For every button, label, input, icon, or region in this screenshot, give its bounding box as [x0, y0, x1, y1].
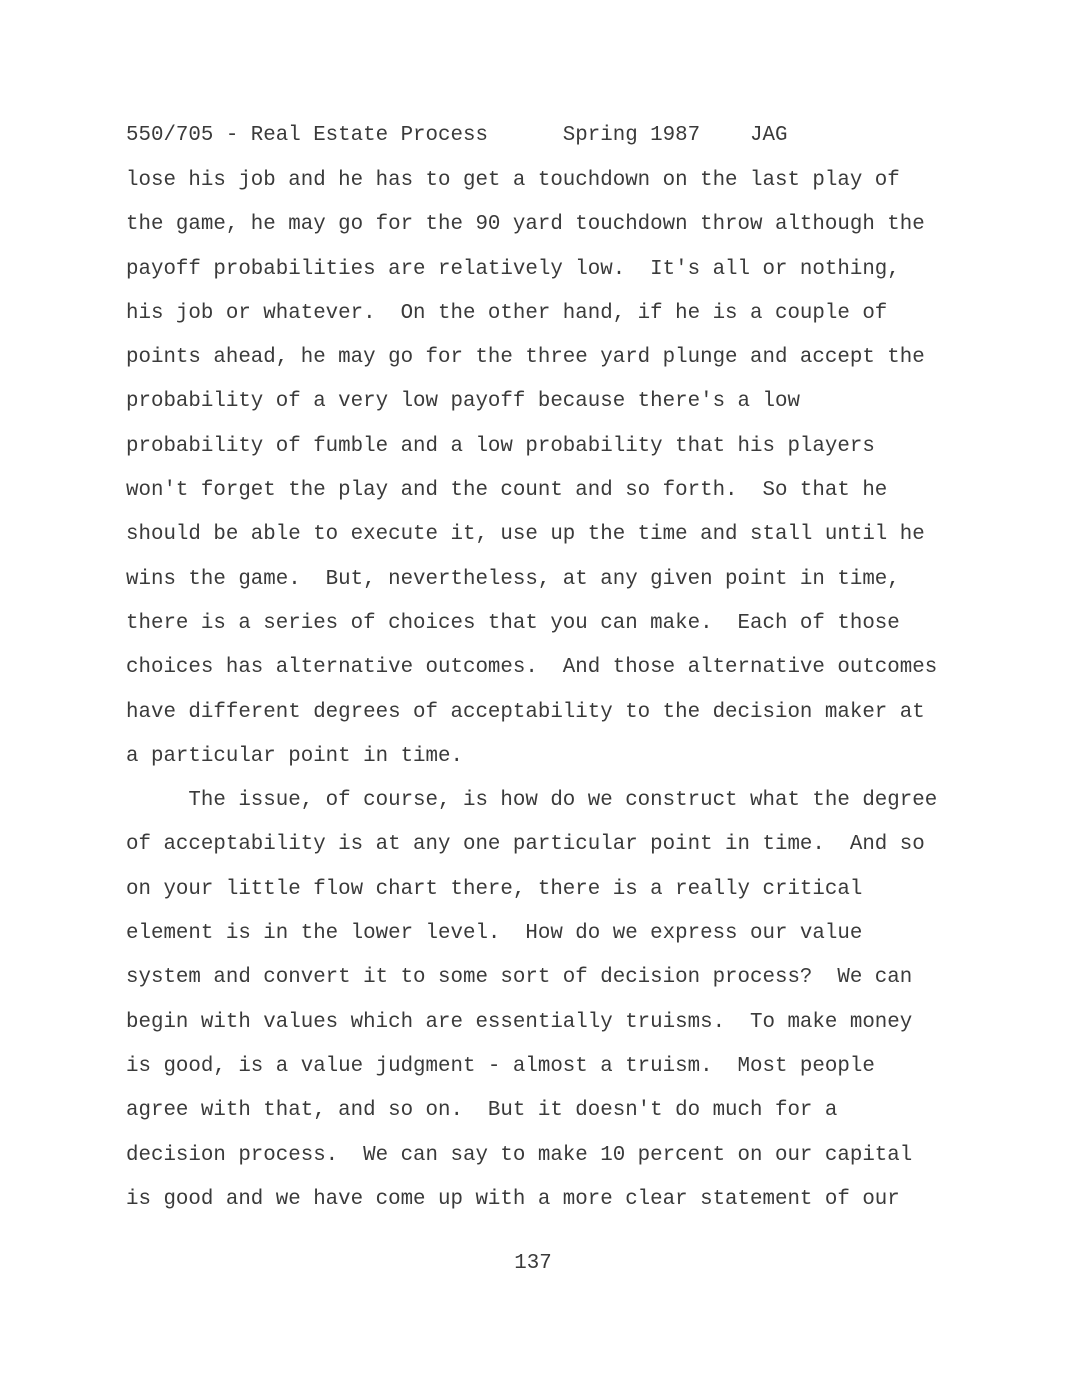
text-line: wins the game. But, nevertheless, at any given point in time, — [126, 567, 900, 591]
text-line: the game, he may go for the 90 yard touchdown throw although the — [126, 213, 925, 237]
text-line: there is a series of choices that you can make. Each of those — [126, 611, 900, 635]
text-line: probability of a very low payoff because there's a low — [126, 390, 800, 414]
transcript-body — [126, 168, 956, 1231]
text-line: lose his job and he has to get a touchdown on the last play of — [126, 169, 900, 192]
text-line: points ahead, he may go for the three yard plunge and accept the — [126, 346, 925, 370]
text-line: is good and we have come up with a more clear statement of our — [126, 1187, 900, 1211]
text-line: a particular point in time. — [126, 744, 463, 768]
text-line: on your little flow chart there, there is a really critical — [126, 877, 863, 901]
text-line: choices has alternative outcomes. And those alternative outcomes — [126, 656, 938, 680]
page-number: 137 — [514, 1252, 552, 1275]
text-line: have different degrees of acceptability to the decision maker at — [126, 700, 925, 724]
page-header: 550/705 - Real Estate Process Spring 1987 JAG — [126, 124, 788, 147]
text-line: is good, is a value judgment - almost a truism. Most people — [126, 1054, 875, 1078]
text-line: begin with values which are essentially truisms. To make money — [126, 1010, 913, 1034]
text-line: probability of fumble and a low probability that his players — [126, 434, 875, 458]
text-line: element is in the lower level. How do we express our value — [126, 922, 863, 946]
text-line: payoff probabilities are relatively low. It's all or nothing, — [126, 257, 900, 281]
text-line: his job or whatever. On the other hand, if he is a couple of — [126, 301, 888, 325]
text-line: The issue, of course, is how do we construct what the degree — [126, 789, 938, 813]
text-line: agree with that, and so on. But it doesn't do much for a — [126, 1099, 838, 1123]
text-line: system and convert it to some sort of decision process? We can — [126, 966, 913, 990]
text-line: of acceptability is at any one particular point in time. And so — [126, 833, 925, 857]
text-line: decision process. We can say to make 10 percent on our capital — [126, 1143, 913, 1167]
text-line: should be able to execute it, use up the time and stall until he — [126, 523, 925, 547]
text-line: won't forget the play and the count and so forth. So that he — [126, 479, 888, 503]
